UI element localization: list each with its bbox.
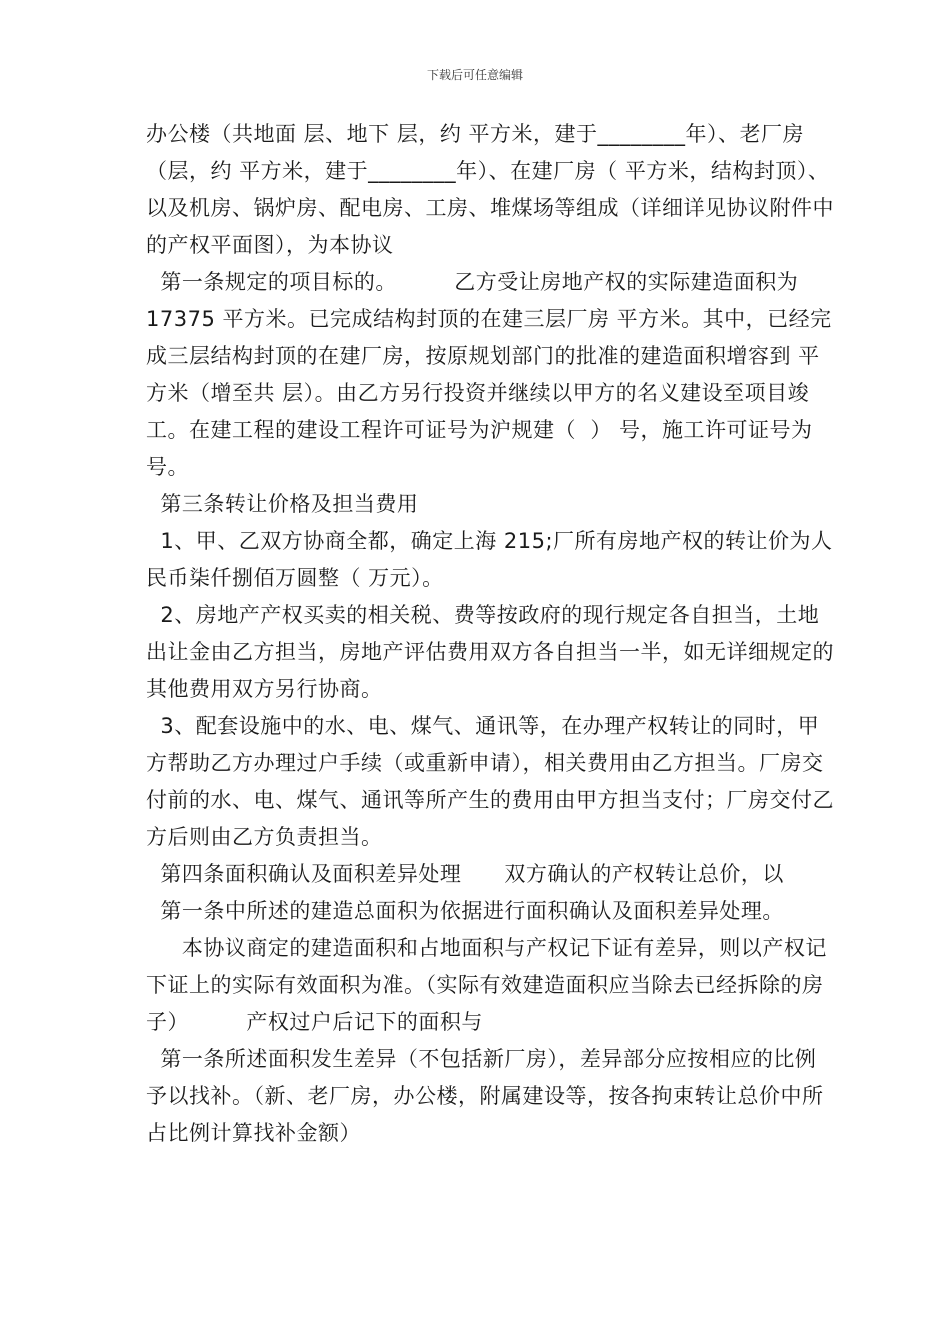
paragraph-area-difference: 本协议商定的建造面积和占地面积与产权记下证有差异，则以产权记下证上的实际有效面积为准。（实际有效建造面积应当除去已经拆除的房子） 产权过户后记下的面积与 bbox=[146, 936, 827, 1034]
page-header: 下载后可任意编辑 bbox=[426, 68, 523, 82]
paragraph-area-basis: 第一条中所述的建造总面积为依据进行面积确认及面积差异处理。 bbox=[146, 899, 784, 923]
paragraph-article-1-area: 第一条规定的项目标的。 乙方受让房地产权的实际建造面积为 17375 平方米。已完成结构封顶的在建三层厂房 平方米。其中，已经完成三层结构封顶的在建厂房，按原规划部门的批准的建造面积增容到 平方米（增至共 层）。由乙方另行投资并继续以甲方的名义建设至项目竣工。在建工程的建设工程许可证号为沪规建（ ） 号，施工许可证号为 号。 bbox=[146, 270, 832, 479]
document-body bbox=[146, 116, 836, 1152]
paragraph-property-list: 办公楼（共地面 层、地下 层，约 平方米，建于________年）、老厂房（层，约 平方米，建于________年）、在建厂房（ 平方米，结构封顶）、以及机房、锅炉房、配电房、工房、堆煤场等组成（详细详见协议附件中的产权平面图），为本协议 bbox=[146, 122, 834, 257]
paragraph-clause-3-utilities: 3、配套设施中的水、电、煤气、通讯等，在办理产权转让的同时，甲方帮助乙方办理过户手续（或重新申请），相关费用由乙方担当。厂房交付前的水、电、煤气、通讯等所产生的费用由甲方担当支付；厂房交付乙方后则由乙方负责担当。 bbox=[146, 714, 834, 849]
paragraph-area-compensation: 第一条所述面积发生差异（不包括新厂房），差异部分应按相应的比例予以找补。（新、老厂房，办公楼，附属建设等，按各拘束转让总价中所占比例计算找补金额） bbox=[146, 1047, 824, 1145]
paragraph-clause-1-price: 1、甲、乙双方协商全都，确定上海 215;厂所有房地产权的转让价为人民币柒仟捌佰万圆整（ 万元）。 bbox=[146, 529, 833, 590]
paragraph-clause-2-taxes: 2、房地产产权买卖的相关税、费等按政府的现行规定各自担当，土地出让金由乙方担当，房地产评估费用双方各自担当一半，如无详细规定的其他费用双方另行协商。 bbox=[146, 603, 834, 701]
heading-article-4: 第四条面积确认及面积差异处理 双方确认的产权转让总价，以 bbox=[146, 862, 784, 886]
heading-article-3: 第三条转让价格及担当费用 bbox=[146, 492, 419, 516]
